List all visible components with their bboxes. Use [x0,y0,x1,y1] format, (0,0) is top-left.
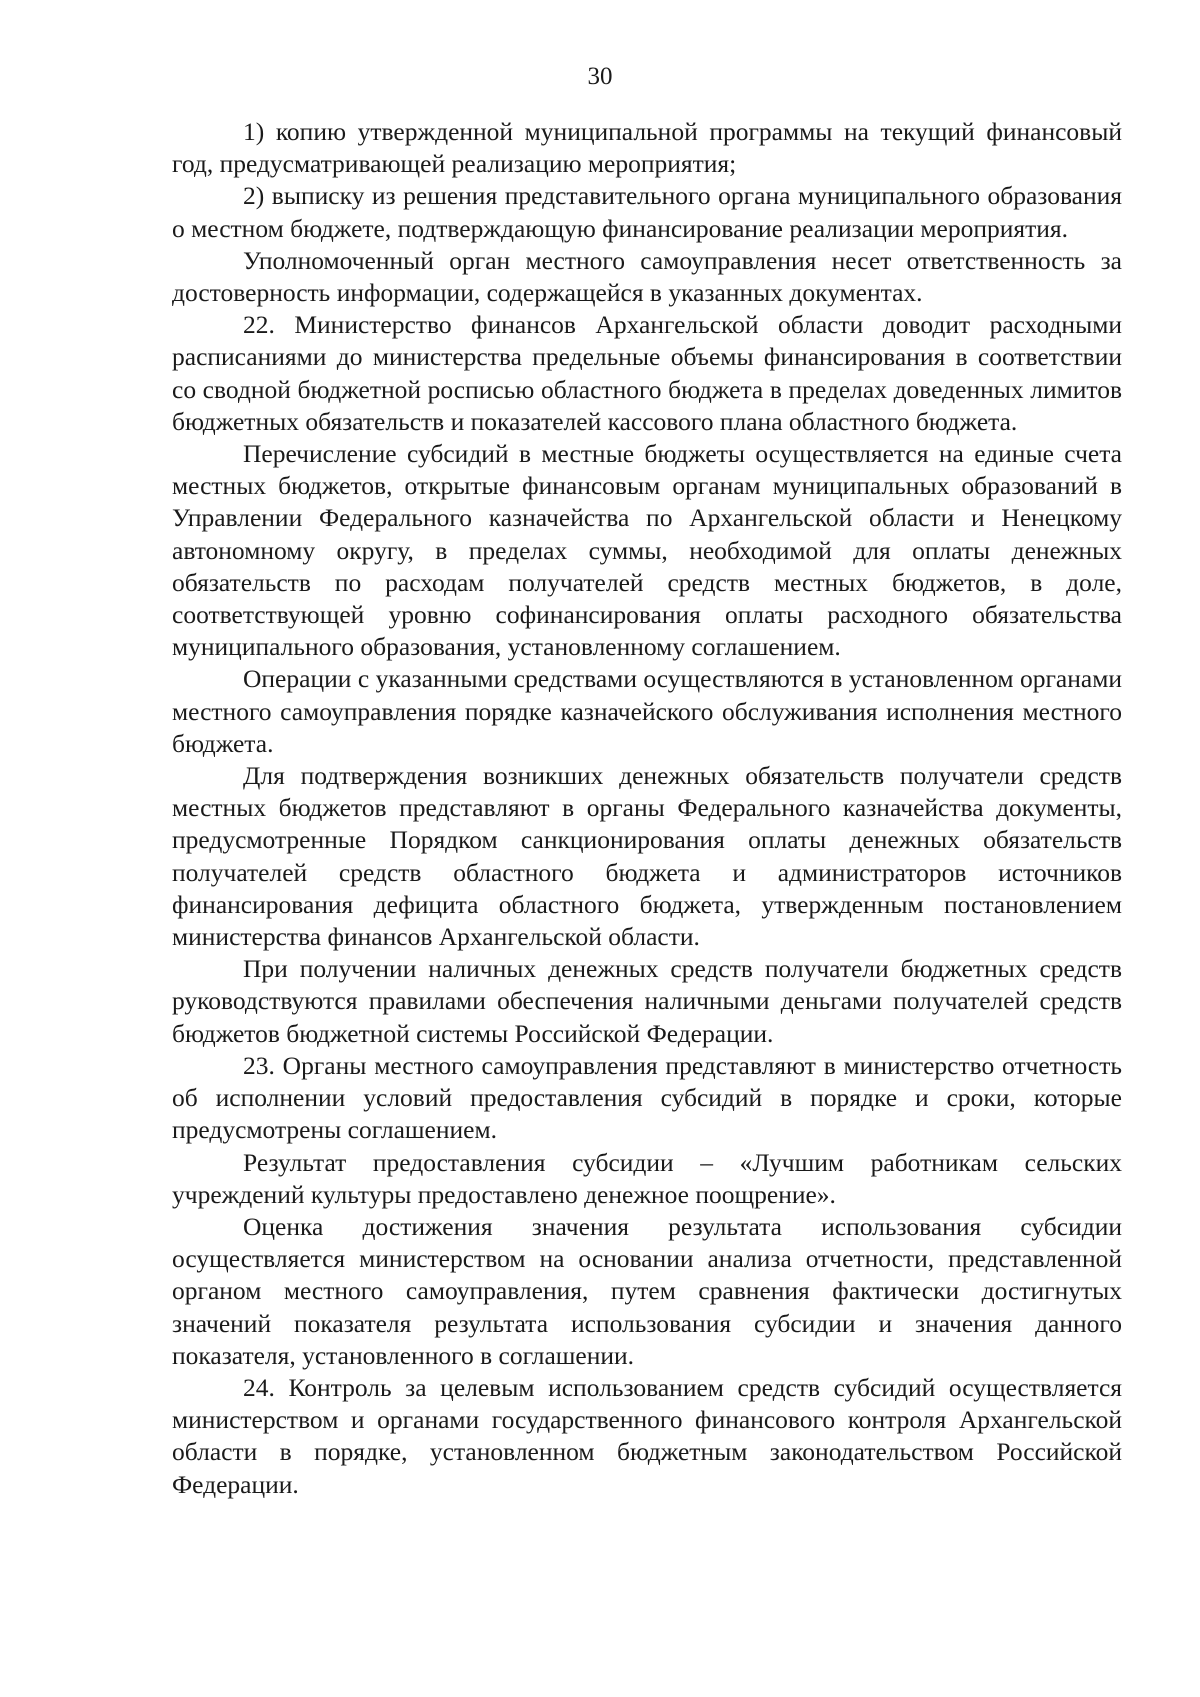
paragraph-cash: При получении наличных денежных средств получатели бюджетных средств руководствуются правилами обеспечения наличными деньгами получателей средств бюджетов бюджетной системы Российской Федерации. [172,954,1122,1048]
paragraph-result: Результат предоставления субсидии – «Лучшим работникам сельских учреждений культуры предоставлено денежное поощрение». [172,1147,1122,1209]
paragraph-confirmation: Для подтверждения возникших денежных обязательств получатели средств местных бюджетов представляют в органы Федерального казначейства документы, предусмотренные Порядком санкционирования оплаты денежных обязательств получателей средств областного бюджета и администраторов источников финансирования дефицита областного бюджета, утвержденным постановлением министерства финансов Архангельской области. [172,761,1122,952]
paragraph-section-23: 23. Органы местного самоуправления представляют в министерство отчетность об исполнении условий предоставления субсидий в порядке и сроки, которые предусмотрены соглашением. [172,1050,1122,1145]
page-number: 30 [587,63,613,90]
paragraph-item-1: 1) копию утвержденной муниципальной программы на текущий финансовый год, предусматривающей реализацию мероприятия; [172,117,1122,179]
document-body [172,116,1122,1501]
paragraph-operations: Операции с указанными средствами осуществляются в установленном органами местного самоуправления порядке казначейского обслуживания исполнения местного бюджета. [172,664,1122,758]
paragraph-subsidy-transfer: Перечисление субсидий в местные бюджеты осуществляется на единые счета местных бюджетов, открытые финансовым органам муниципальных образований в Управлении Федерального казначейства по Архангельской области и Ненецкому автономному округу, в пределах суммы, необходимой для оплаты денежных обязательств по расходам получателей средств местных бюджетов, в доле, соответствующей уровню софинансирования оплаты расходного обязательства муниципального образования, установленному соглашением. [172,439,1122,662]
paragraph-responsibility: Уполномоченный орган местного самоуправления несет ответственность за достоверность информации, содержащейся в указанных документах. [172,245,1122,308]
paragraph-section-22: 22. Министерство финансов Архангельской области доводит расходными расписаниями до министерства предельные объемы финансирования в соответствии со сводной бюджетной росписью областного бюджета в пределах доведенных лимитов бюджетных обязательств и показателей кассового плана областного бюджета. [172,310,1122,436]
paragraph-evaluation: Оценка достижения значения результата использования субсидии осуществляется министерством на основании анализа отчетности, представленной органом местного самоуправления, путем сравнения фактически достигнутых значений показателя результата использования субсидии и значения данного показателя, установленного в соглашении. [172,1211,1122,1370]
paragraph-item-2: 2) выписку из решения представительного органа муниципального образования о местном бюджете, подтверждающую финансирование реализации мероприятия. [172,181,1122,243]
paragraph-section-24: 24. Контроль за целевым использованием средств субсидий осуществляется министерством и органами государственного финансового контроля Архангельской области в порядке, установленном бюджетным законодательством Российской Федерации. [172,1372,1122,1499]
